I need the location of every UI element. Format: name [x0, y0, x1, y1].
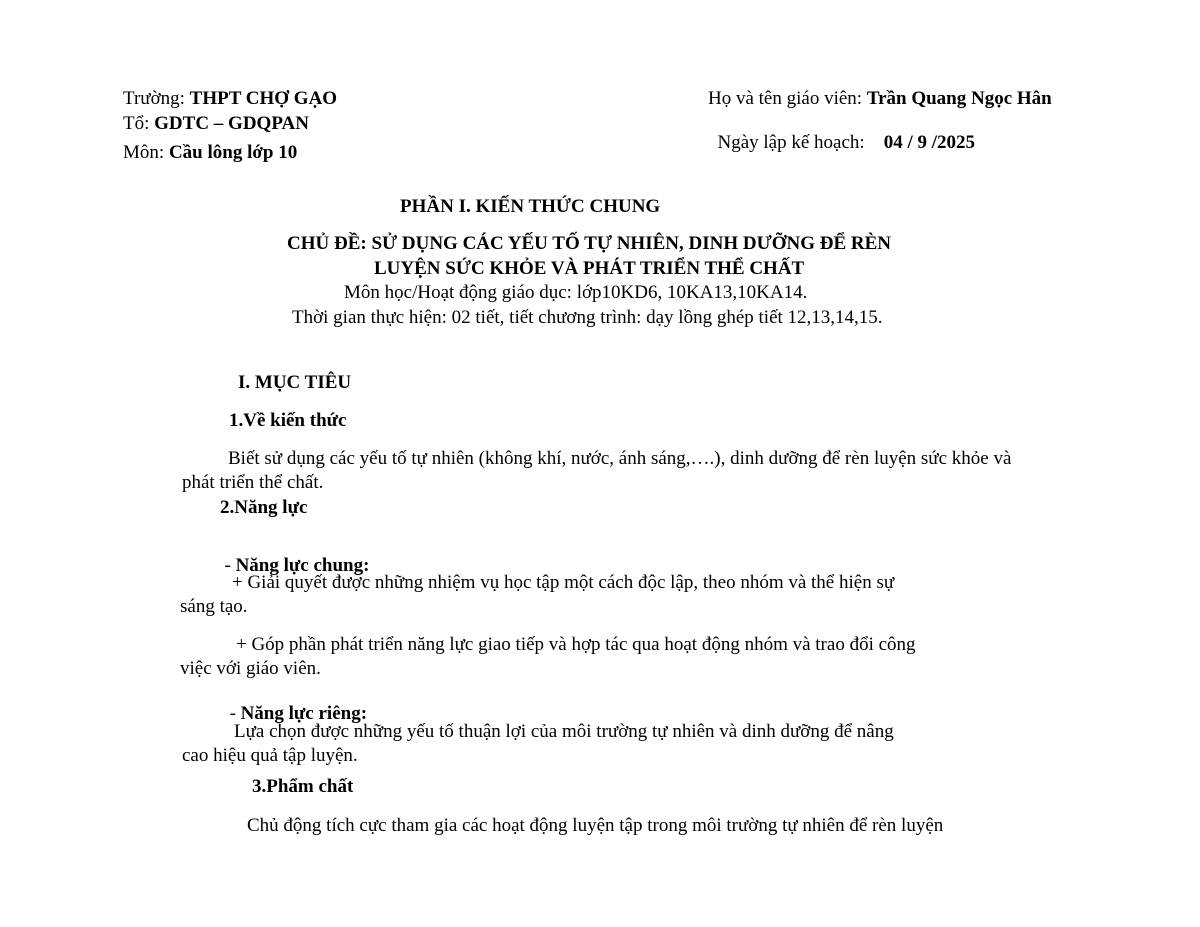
plan-date-value: 04 / 9 /2025: [883, 132, 976, 153]
general-item-1-line-2: sáng tạo.: [180, 596, 248, 617]
specific-competency-dash: -: [229, 703, 241, 724]
topic-title-line-1: CHỦ ĐỀ: SỬ DỤNG CÁC YẾU TỐ TỰ NHIÊN, DINH DƯỠNG ĐỂ RÈN: [287, 233, 891, 254]
quality-heading: 3.Phẩm chất: [252, 776, 354, 797]
subject-name: Cầu lông lớp 10: [168, 142, 298, 163]
school-label: Trường:: [123, 88, 190, 109]
subject-line: [123, 143, 297, 162]
specific-text-line-2: cao hiệu quả tập luyện.: [182, 745, 358, 766]
department-line: [123, 114, 309, 133]
teacher-label: Họ và tên giáo viên:: [708, 88, 867, 109]
general-item-1-line-1: + Giải quyết được những nhiệm vụ học tập một cách độc lập, theo nhóm và thể hiện sự: [232, 572, 895, 593]
competency-heading: 2.Năng lực: [220, 497, 308, 518]
plan-date-line: [708, 114, 975, 152]
knowledge-text-line-2: phát triển thể chất.: [182, 472, 324, 493]
department-name: GDTC – GDQPAN: [154, 113, 309, 134]
department-label: Tổ:: [123, 113, 155, 134]
section-title: PHẦN I. KIẾN THỨC CHUNG: [400, 196, 661, 217]
general-item-2-line-1: + Góp phần phát triển năng lực giao tiếp và hợp tác qua hoạt động nhóm và trao đổi công: [236, 634, 916, 655]
school-line: [123, 89, 337, 108]
specific-text-line-1: Lựa chọn được những yếu tố thuận lợi của môi trường tự nhiên và dinh dưỡng để nâng: [234, 721, 894, 742]
quality-text-line-1: Chủ động tích cực tham gia các hoạt động luyện tập trong môi trường tự nhiên để rèn luyện: [247, 815, 944, 836]
general-item-2-line-2: việc với giáo viên.: [180, 658, 321, 679]
teacher-name: Trần Quang Ngọc Hân: [866, 88, 1052, 109]
specific-competency-label: Năng lực riêng:: [240, 703, 368, 724]
plan-date-label: Ngày lập kế hoạch:: [717, 132, 884, 153]
school-name: THPT CHỢ GẠO: [189, 88, 338, 109]
specific-competency-heading: [220, 685, 367, 723]
teacher-line: [708, 89, 1052, 108]
topic-subject-line: Môn học/Hoạt động giáo dục: lớp10KD6, 10KA13,10KA14.: [344, 282, 808, 303]
knowledge-heading: 1.Về kiến thức: [229, 410, 347, 431]
topic-time-line: Thời gian thực hiện: 02 tiết, tiết chương trình: dạy lồng ghép tiết 12,13,14,15.: [292, 307, 883, 328]
knowledge-text-line-1: Biết sử dụng các yếu tố tự nhiên (không khí, nước, ánh sáng,….), dinh dưỡng để rèn luyện sức khỏe và: [228, 448, 1012, 469]
general-competency-heading: [215, 537, 369, 575]
objectives-heading: I. MỤC TIÊU: [238, 372, 352, 393]
subject-label: Môn:: [123, 142, 169, 163]
general-competency-label: Năng lực chung:: [235, 555, 370, 576]
general-competency-dash: -: [224, 555, 236, 576]
topic-title-line-2: LUYỆN SỨC KHỎE VÀ PHÁT TRIỂN THỂ CHẤT: [374, 258, 805, 279]
